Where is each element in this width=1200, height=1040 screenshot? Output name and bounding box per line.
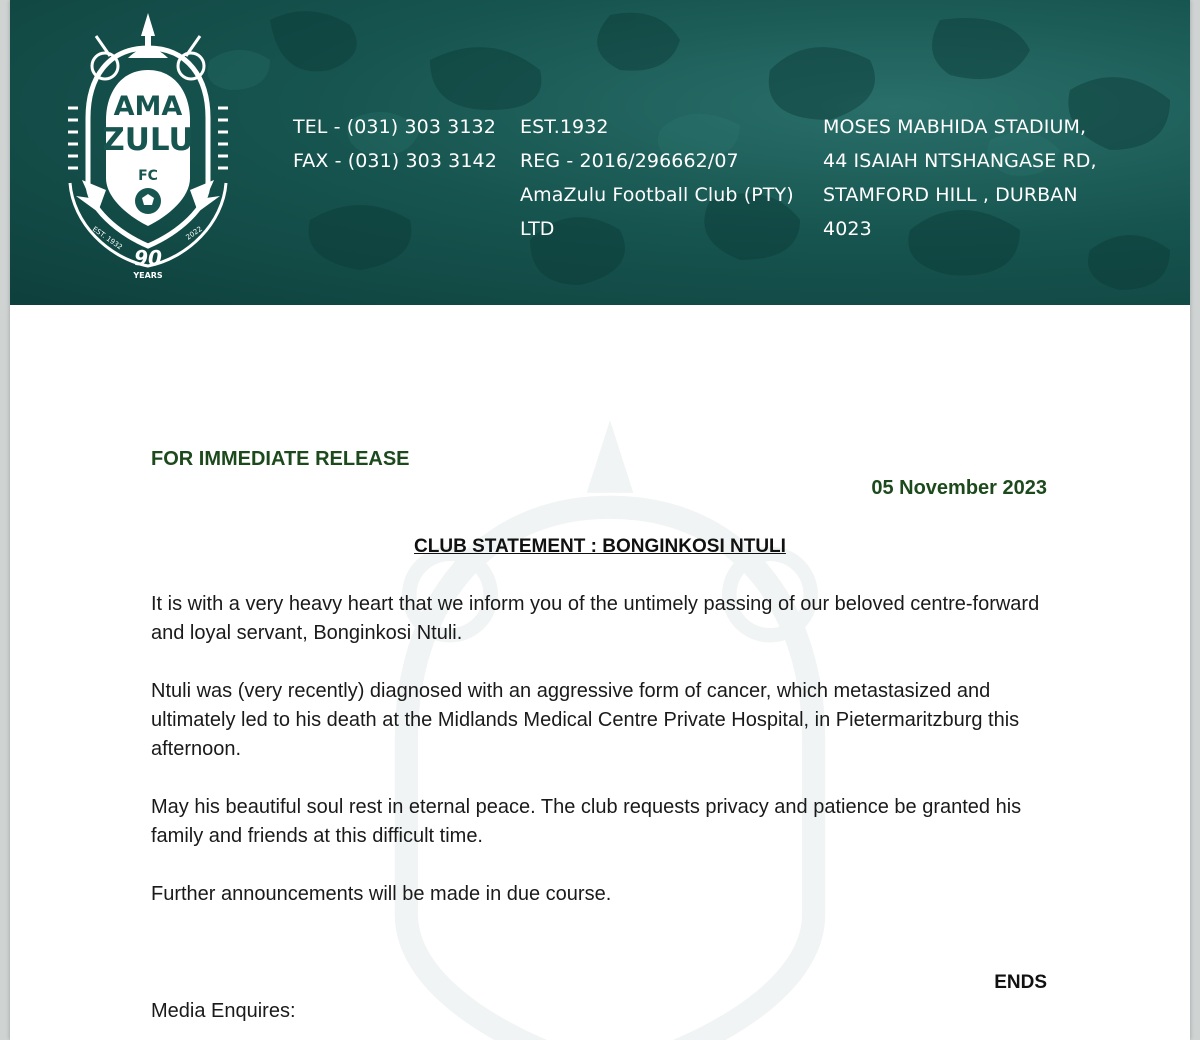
- letterhead-banner: [10, 0, 1190, 305]
- statement-title-text: CLUB STATEMENT : BONGINKOSI NTULI: [414, 536, 786, 557]
- address-column: [823, 110, 1097, 246]
- company-line-2: LTD: [520, 218, 555, 240]
- letter-page: [10, 0, 1190, 1040]
- release-label: FOR IMMEDIATE RELEASE: [151, 448, 410, 470]
- paragraph-4: Further announcements will be made in due course.: [151, 883, 612, 905]
- address-line-2: 44 ISAIAH NTSHANGASE RD,: [823, 150, 1097, 172]
- est-line: EST.1932: [520, 116, 609, 138]
- crest-est-left: EST. 1932: [90, 225, 124, 252]
- crest-years-label: YEARS: [133, 271, 163, 280]
- address-line-1: MOSES MABHIDA STADIUM,: [823, 116, 1087, 138]
- contact-column: [293, 110, 497, 178]
- company-line-1: AmaZulu Football Club (PTY): [520, 184, 794, 206]
- amazulu-crest-logo: [48, 8, 248, 288]
- statement-title: [10, 536, 1190, 558]
- fax-line: FAX - (031) 303 3142: [293, 150, 497, 172]
- address-line-4: 4023: [823, 218, 872, 240]
- crest-years-number: 90: [134, 246, 162, 270]
- statement-body: [151, 590, 1051, 938]
- paragraph-1: It is with a very heavy heart that we inform you of the untimely passing of our beloved centre-forward and loyal servant, Bonginkosi Ntuli.: [151, 593, 1040, 644]
- release-date: 05 November 2023: [871, 477, 1047, 499]
- crest-est-right: 2022: [184, 224, 204, 242]
- paragraph-3: May his beautiful soul rest in eternal peace. The club requests privacy and patience be granted his family and friends at this difficult time.: [151, 796, 1022, 847]
- address-line-3: STAMFORD HILL , DURBAN: [823, 184, 1078, 206]
- ends-marker: ENDS: [994, 972, 1047, 993]
- registration-column: [520, 110, 794, 246]
- reg-line: REG - 2016/296662/07: [520, 150, 739, 172]
- crest-fc: FC: [138, 168, 158, 184]
- crest-name-line2: ZULU: [102, 122, 194, 158]
- tel-line: TEL - (031) 303 3132: [293, 116, 496, 138]
- media-enquiries-label: Media Enquires:: [151, 1000, 296, 1022]
- paragraph-2: Ntuli was (very recently) diagnosed with an aggressive form of cancer, which metastasized and ultimately led to his death at the Midlands Medical Centre Private Hospital, in Pietermaritzburg this afternoon.: [151, 680, 1020, 760]
- crest-name-line1: AMA: [113, 91, 183, 122]
